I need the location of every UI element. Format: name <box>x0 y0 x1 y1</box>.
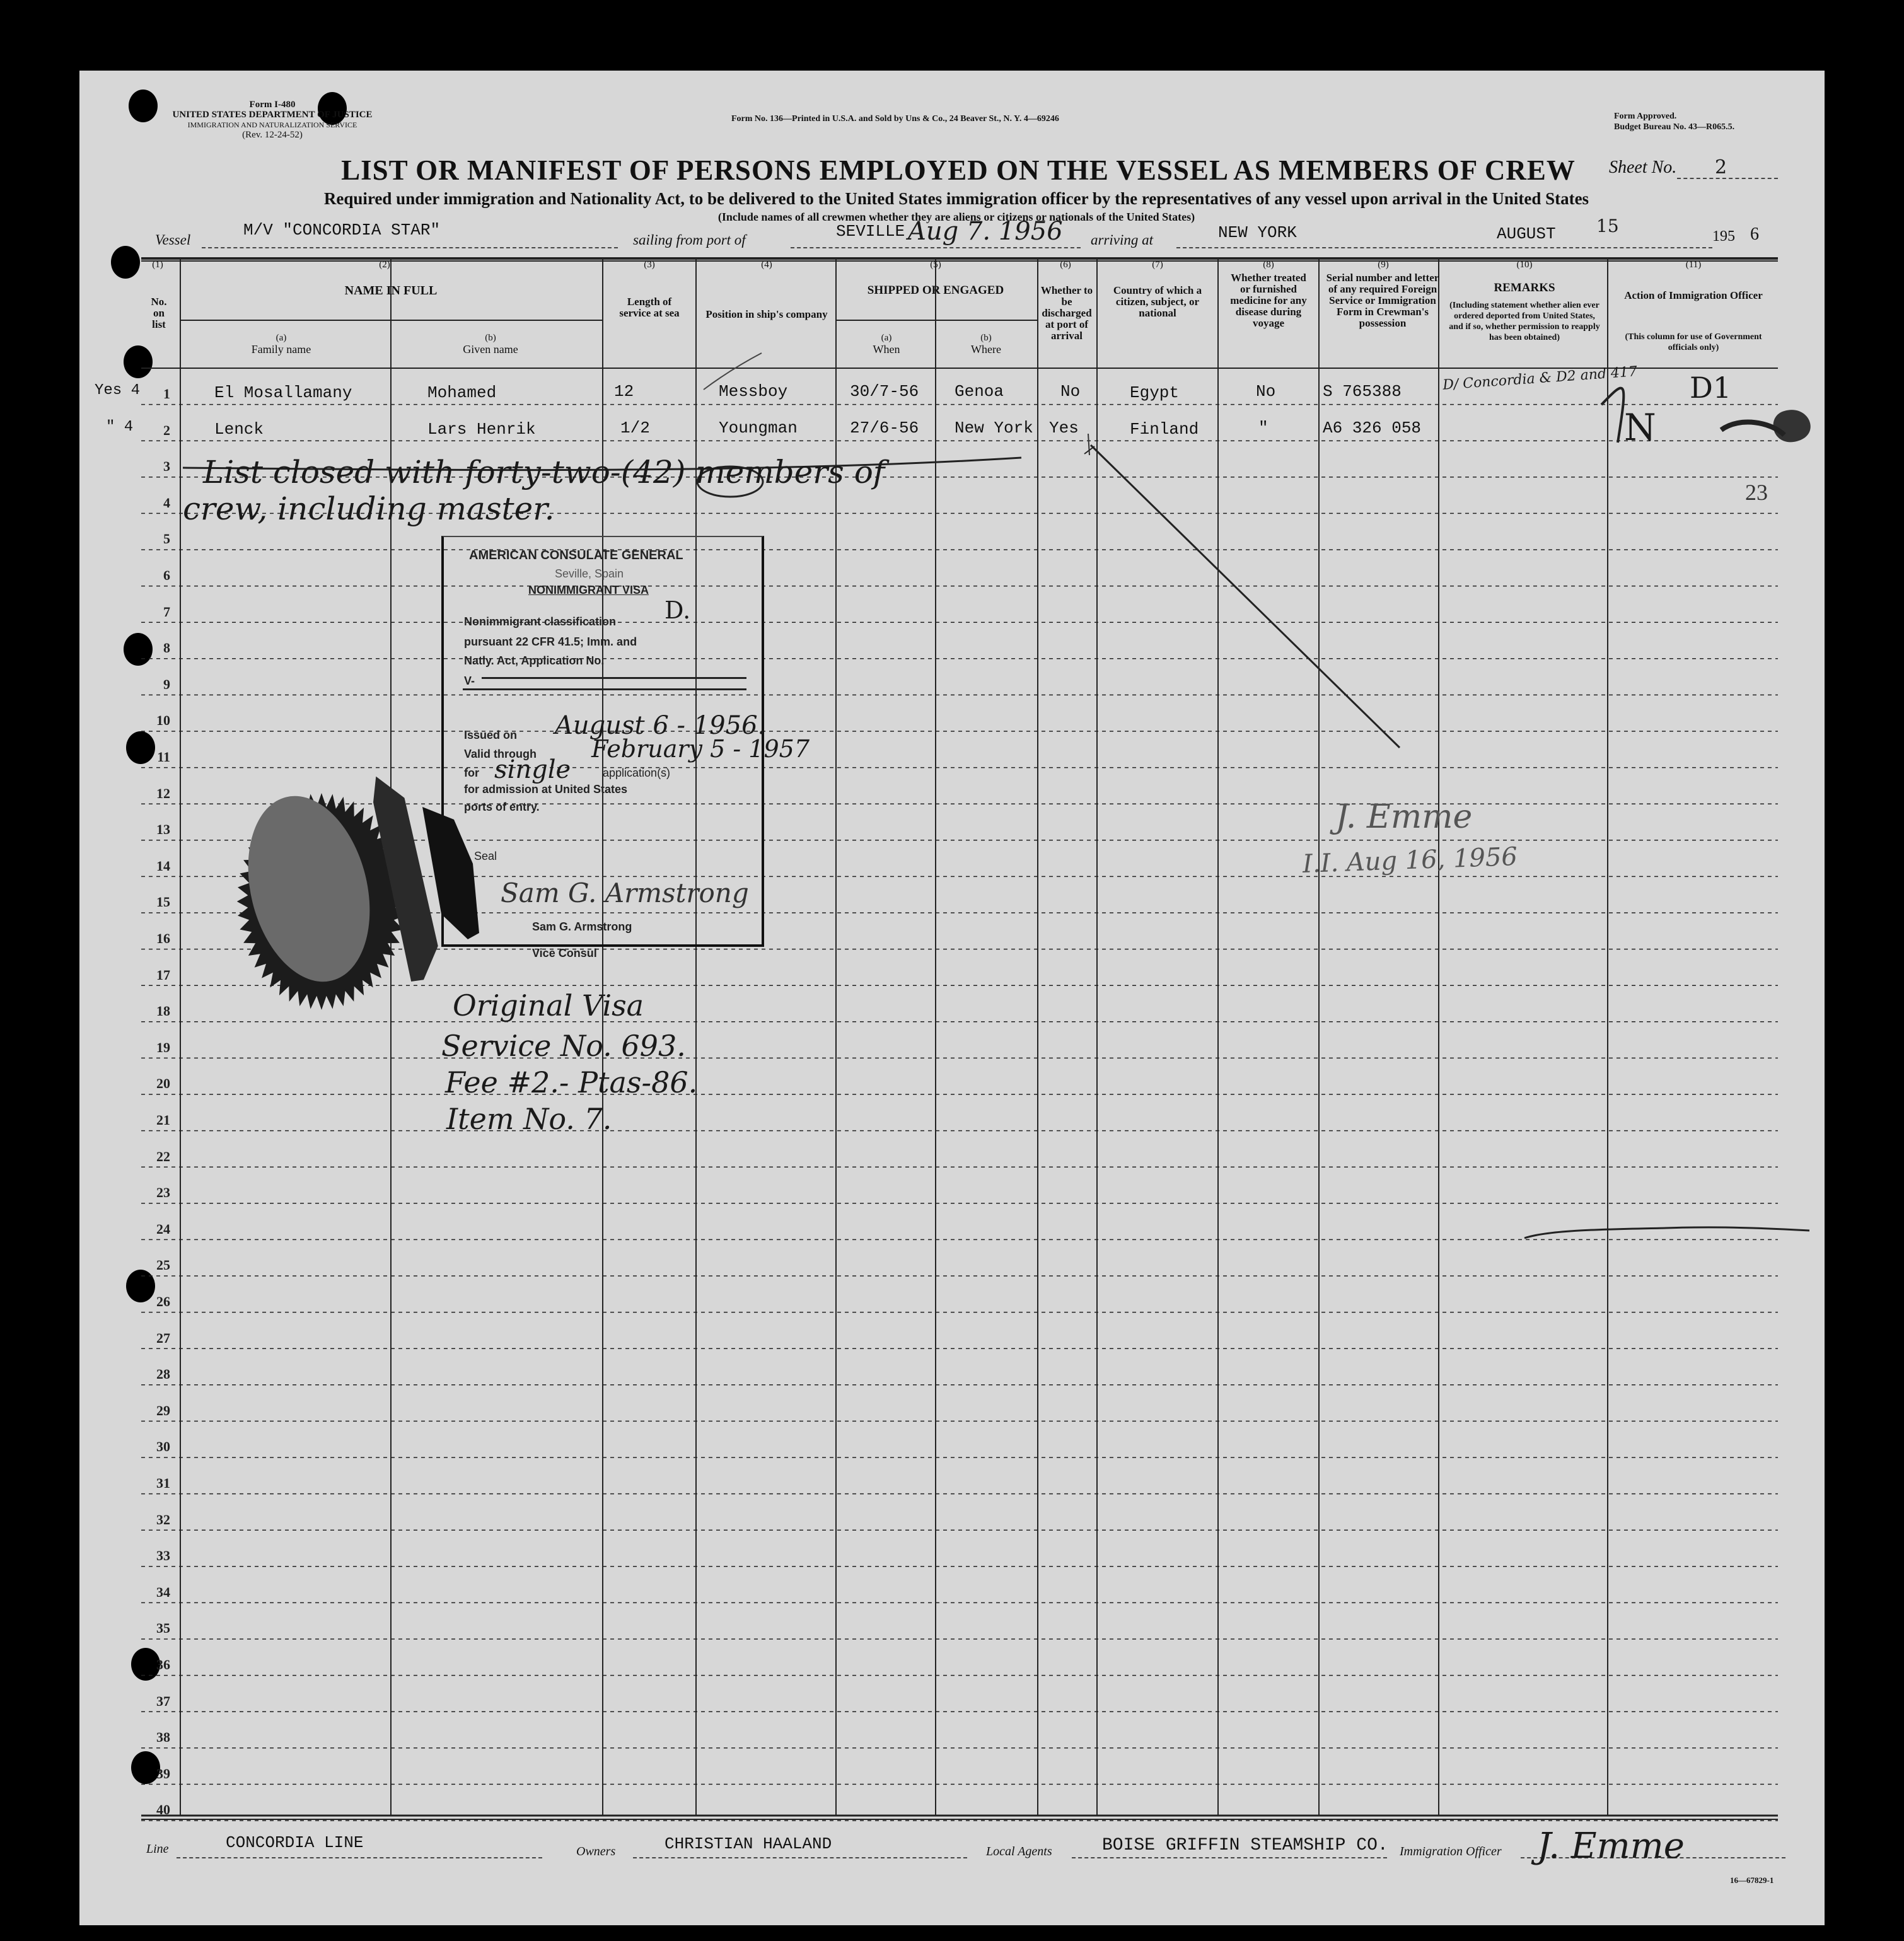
revision: (Rev. 12-24-52) <box>242 130 303 140</box>
col2b-sub: (b) <box>485 333 496 343</box>
row-number: 38 <box>156 1729 170 1746</box>
length-of-service: 12 <box>614 382 634 401</box>
department: UNITED STATES DEPARTMENT OF JUSTICE <box>172 110 373 120</box>
discharged: Yes <box>1049 419 1079 437</box>
col2a-sub: (a) <box>276 333 287 343</box>
country: Egypt <box>1130 383 1180 402</box>
stamp-city: Seville, Spain <box>555 567 624 580</box>
row-number: 11 <box>157 749 170 765</box>
col1-header: No. on list <box>151 296 167 330</box>
check-stroke <box>704 353 762 390</box>
include-note: (Include names of all crewmen whether they are aliens or citizens or nationals of the United States) <box>717 211 1195 223</box>
closing-note-line2: crew, including master. <box>183 490 555 527</box>
col1-num: (1) <box>152 260 163 270</box>
given-name: Lars Henrik <box>427 420 536 439</box>
row-number: 24 <box>156 1220 170 1237</box>
slash-mark <box>1601 388 1623 443</box>
col6-header: Whether to be discharged at port of arrival <box>1040 284 1093 342</box>
row-number: 16 <box>156 930 170 946</box>
col8-header: Whether treated or furnished medicine for any disease during voyage <box>1230 272 1307 329</box>
row-number: 39 <box>156 1765 170 1782</box>
row-number: 35 <box>156 1620 170 1637</box>
officer-label: Immigration Officer <box>1400 1845 1502 1858</box>
closing-note-line1: List closed with forty-two-(42) members of <box>203 454 885 490</box>
stamp-valid-date: February 5 - 1957 <box>591 735 810 763</box>
owners: CHRISTIAN HAALAND <box>665 1834 832 1853</box>
row-number: 10 <box>156 712 170 729</box>
position: Youngman <box>719 419 798 437</box>
tick-mark <box>1088 434 1089 455</box>
family-name: El Mosallamany <box>214 383 352 402</box>
col5b-header: Where <box>971 343 1001 356</box>
scribble-mark <box>1773 410 1811 442</box>
stamp-valid-label: Valid through <box>464 748 537 760</box>
visa-note: Item No. 7. <box>446 1102 612 1136</box>
length-of-service: 1/2 <box>620 419 650 437</box>
col3-header: Length of service at sea <box>619 296 680 319</box>
serial-number: S 765388 <box>1323 382 1402 401</box>
agents-label: Local Agents <box>986 1845 1052 1858</box>
local-agents: BOISE GRIFFIN STEAMSHIP CO. <box>1102 1836 1388 1855</box>
col11-note: (This column for use of Government officials only) <box>1625 332 1762 352</box>
row-number: 8 <box>163 640 170 656</box>
col8-num: (8) <box>1263 260 1274 270</box>
col5-header: SHIPPED OR ENGAGED <box>867 284 1004 297</box>
stamp-application: Natly. Act, Application No. <box>464 654 605 667</box>
form-code: 16—67829-1 <box>1730 1875 1774 1885</box>
col10-num: (10) <box>1516 260 1533 270</box>
side-count: 23 <box>1745 480 1768 505</box>
arrival-day: 15 <box>1596 216 1619 236</box>
row-number: 13 <box>156 821 170 838</box>
row-number: 17 <box>156 966 170 983</box>
line-label: Line <box>146 1842 169 1856</box>
row-number: 32 <box>156 1511 170 1527</box>
vessel-name: M/V "CONCORDIA STAR" <box>243 221 441 240</box>
row-number: 1 <box>163 386 170 402</box>
officer-signature-stroke <box>1524 1227 1809 1238</box>
row-number: 36 <box>156 1657 170 1672</box>
officer-action: N <box>1624 406 1656 449</box>
col11-num: (11) <box>1685 260 1702 270</box>
visa-note: Service No. 693. <box>441 1029 686 1063</box>
stamp-classification-value: D. <box>665 596 691 624</box>
row-number: 21 <box>156 1112 170 1128</box>
sheet-label: Sheet No. <box>1609 158 1677 177</box>
country: Finland <box>1130 420 1199 439</box>
service: IMMIGRATION AND NATURALIZATION SERVICE <box>187 120 357 129</box>
row-number: 4 <box>163 494 170 511</box>
budget-bureau: Budget Bureau No. 43—R065.5. <box>1614 122 1735 132</box>
vessel-label: Vessel <box>155 232 191 248</box>
row-number: 33 <box>156 1548 170 1564</box>
sailing-label: sailing from port of <box>633 232 746 248</box>
col2b-header: Given name <box>463 343 518 356</box>
row-number: 28 <box>156 1366 170 1382</box>
row-number: 9 <box>163 676 170 692</box>
page-title: LIST OR MANIFEST OF PERSONS EMPLOYED ON THE VESSEL AS MEMBERS OF CREW <box>341 154 1576 186</box>
row-number: 20 <box>156 1075 170 1092</box>
stamp-organization: AMERICAN CONSULATE GENERAL <box>469 548 683 562</box>
col10-note: (Including statement whether alien ever ordered deported from United States, and if so, whether permission to reapply has been obtained) <box>1449 301 1600 342</box>
row-number: 5 <box>163 531 170 547</box>
shipped-when: 27/6-56 <box>850 419 919 437</box>
stamp-for-label: for <box>464 767 479 779</box>
shipped-where: New York <box>955 419 1033 437</box>
inspector-date: I.I. Aug 16, 1956 <box>1302 842 1518 879</box>
officer-action: D1 <box>1690 371 1732 405</box>
row-number: 40 <box>156 1802 170 1818</box>
col6-num: (6) <box>1060 260 1071 270</box>
inspector-signature: J. Emme <box>1335 798 1473 836</box>
visa-note: Original Visa <box>453 988 644 1023</box>
col2a-header: Family name <box>251 343 311 356</box>
consul-signature: Sam G. Armstrong <box>501 878 749 908</box>
col2-header: NAME IN FULL <box>344 284 438 298</box>
medicine: " <box>1258 419 1268 437</box>
arrival-month: AUGUST <box>1497 224 1556 243</box>
sheet-number: 2 <box>1715 156 1727 178</box>
col2-num: (2) <box>379 260 390 270</box>
sailing-date: Aug 7. 1956 <box>908 217 1063 246</box>
stamp-consul-name: Sam G. Armstrong <box>532 920 632 933</box>
medicine: No <box>1256 382 1276 401</box>
visa-note: Fee #2.- Ptas-86. <box>445 1065 698 1099</box>
margin-mark: Yes 4 <box>95 382 141 399</box>
position: Messboy <box>719 382 788 401</box>
col4-header: Position in ship's company <box>705 308 828 320</box>
row-number: 23 <box>156 1185 170 1201</box>
discharged: No <box>1060 382 1081 401</box>
col9-header: Serial number and letter of any required Foreign Service or Immigration Form in Crewman's possession <box>1326 272 1439 329</box>
col5b-sub: (b) <box>980 333 992 343</box>
col9-num: (9) <box>1378 260 1389 270</box>
stamp-consul-title: Vice Consul <box>532 947 597 959</box>
year-suffix: 6 <box>1750 224 1759 244</box>
stamp-applications: application(s) <box>603 767 671 779</box>
row-number: 29 <box>156 1402 170 1418</box>
printer-note: Form No. 136—Printed in U.S.A. and Sold by Uns & Co., 24 Beaver St., N. Y. 4—69246 <box>731 114 1059 124</box>
col5a-header: When <box>873 343 900 356</box>
stamp-issued-label: Issued on <box>464 729 518 741</box>
stamp-v-number: V- <box>464 675 475 687</box>
col5a-sub: (a) <box>881 333 892 343</box>
diagonal-strike-line <box>1091 445 1400 748</box>
family-name: Lenck <box>214 420 264 439</box>
row-number: 22 <box>156 1148 170 1164</box>
col7-num: (7) <box>1152 260 1163 270</box>
shipped-where: Genoa <box>955 382 1004 401</box>
col11-header: Action of Immigration Officer <box>1624 289 1763 301</box>
row-number: 31 <box>156 1475 170 1491</box>
consular-visa-stamp <box>441 536 810 959</box>
row-number: 2 <box>163 422 170 438</box>
row-number: 12 <box>156 785 170 801</box>
row-number: 30 <box>156 1439 170 1455</box>
row-number: 3 <box>163 458 170 475</box>
form-number: Form I-480 <box>249 100 296 110</box>
col10-header: REMARKS <box>1494 281 1555 294</box>
remarks: D/ Concordia & D2 and 417 <box>1442 364 1638 393</box>
officer-signature: J. Emme <box>1537 1826 1685 1867</box>
col7-header: Country of which a citizen, subject, or national <box>1113 284 1202 319</box>
col4-num: (4) <box>761 260 772 270</box>
stamp-ports: ports of entry. <box>464 801 540 813</box>
row-number: 19 <box>156 1039 170 1055</box>
stamp-classification-label: Nonimmigrant classification <box>464 615 617 628</box>
row-number: 34 <box>156 1584 170 1600</box>
year-prefix: 195 <box>1712 228 1735 245</box>
form-approved: Form Approved. <box>1614 112 1677 121</box>
margin-mark: " 4 <box>106 419 134 436</box>
departure-port: SEVILLE <box>836 222 905 241</box>
row-number: 37 <box>156 1693 170 1709</box>
stamp-entries: single <box>494 755 571 784</box>
col5-num: (5) <box>930 260 941 270</box>
stamp-regulation: pursuant 22 CFR 41.5; Imm. and <box>464 635 637 648</box>
col3-num: (3) <box>644 260 655 270</box>
stamp-issued-date: August 6 - 1956. <box>555 711 766 740</box>
row-number: 7 <box>163 603 170 620</box>
given-name: Mohamed <box>427 383 497 402</box>
row-number: 14 <box>156 857 170 874</box>
stamp-admission: for admission at United States <box>464 783 628 796</box>
serial-number: A6 326 058 <box>1323 419 1422 437</box>
stamp-seal-label: Seal <box>474 850 497 862</box>
owners-label: Owners <box>576 1845 616 1858</box>
row-number: 27 <box>156 1330 170 1346</box>
row-number: 18 <box>156 1003 170 1019</box>
row-number: 25 <box>156 1257 170 1273</box>
subtitle: Required under immigration and Nationality Act, to be delivered to the United States immigration officer by the representatives of any vessel upon arrival in the United States <box>323 189 1589 208</box>
shipped-when: 30/7-56 <box>850 382 919 401</box>
arrival-port: NEW YORK <box>1218 223 1297 242</box>
arriving-label: arriving at <box>1091 232 1154 248</box>
row-number: 15 <box>156 894 170 910</box>
row-number: 26 <box>156 1294 170 1309</box>
stamp-visa-type: NONIMMIGRANT VISA <box>528 584 649 596</box>
row-number: 6 <box>163 567 170 583</box>
shipping-line: CONCORDIA LINE <box>226 1833 364 1852</box>
